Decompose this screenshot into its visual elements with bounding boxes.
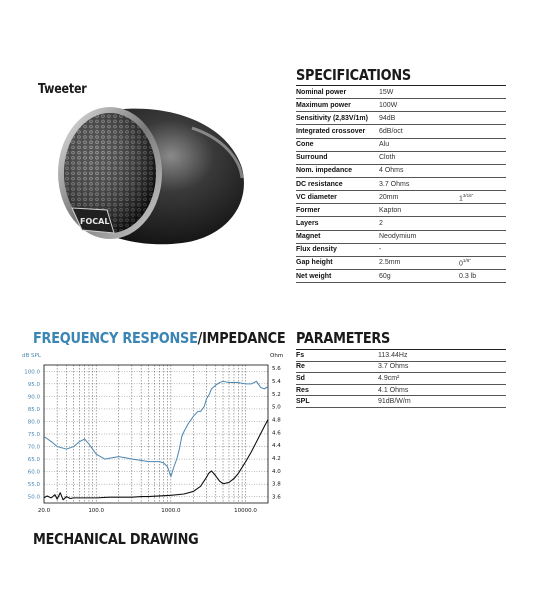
row-label: Fs: [296, 350, 378, 362]
x-tick-label: 20.0: [37, 508, 51, 514]
row-label: Layers: [296, 217, 379, 230]
row-value: 3.7 Ohms: [378, 361, 506, 373]
row-value: 113.44Hz: [378, 350, 506, 362]
y-left-tick-label: 65.0: [27, 457, 40, 464]
row-value: 3.7 Ohms: [379, 177, 459, 190]
row-value-imperial: [459, 125, 506, 138]
row-value: 94dB: [379, 112, 459, 125]
row-label: Flux density: [296, 243, 379, 256]
table-row: [296, 164, 506, 177]
table-row: [296, 99, 506, 112]
y-left-tick-label: 75.0: [27, 432, 40, 438]
row-label: DC resistance: [296, 177, 379, 190]
heading-separator: /: [197, 329, 203, 347]
row-value-imperial: [459, 99, 506, 112]
row-value-imperial: [459, 217, 506, 230]
table-row: [296, 243, 506, 256]
row-value-imperial: [459, 177, 506, 190]
row-value: 4.9cm²: [378, 373, 506, 385]
table-row: [296, 86, 506, 99]
y-right-tick-label: 5.2: [272, 391, 281, 398]
row-label: Former: [296, 204, 379, 217]
y-left-axis-label: dB SPL: [22, 353, 41, 359]
table-row: [296, 112, 506, 125]
row-value: 4.1 Ohms: [378, 384, 506, 396]
y-left-tick-label: 100.0: [24, 369, 40, 376]
row-label: Gap height: [296, 256, 379, 269]
row-value: 15W: [379, 86, 459, 99]
row-label: Surround: [296, 151, 379, 164]
y-right-tick-label: 3.8: [272, 481, 281, 488]
row-value-imperial: [459, 191, 506, 204]
x-tick-label: 10000.0: [234, 508, 257, 514]
row-value-imperial: [459, 204, 506, 217]
specifications-table: [296, 85, 506, 283]
y-right-tick-label: 5.0: [272, 404, 281, 411]
y-right-tick-label: 3.6: [272, 494, 281, 501]
frequency-response-label: FREQUENCY RESPONSE: [33, 329, 198, 347]
y-right-tick-label: 4.8: [272, 417, 281, 424]
parameters-table: [296, 349, 506, 408]
row-value-imperial: [459, 269, 506, 282]
y-right-tick-label: 4.2: [272, 456, 281, 463]
row-label: Sensitivity (2,83V/1m): [296, 112, 379, 125]
table-row: [296, 204, 506, 217]
row-value: Kapton: [379, 204, 459, 217]
spl-series-line: [44, 381, 268, 476]
imperial-value: 0: [459, 260, 463, 268]
table-row: [296, 350, 506, 362]
table-row: [296, 373, 506, 385]
imperial-value: 0.3 lb: [459, 272, 477, 280]
table-row: [296, 230, 506, 243]
tweeter-product-image: [52, 98, 252, 248]
table-row: [296, 138, 506, 151]
focal-logo-text: FOCAL: [80, 217, 110, 226]
table-row: [296, 361, 506, 373]
table-row: [296, 177, 506, 190]
row-label: Magnet: [296, 230, 379, 243]
row-value: 100W: [379, 99, 459, 112]
x-tick-label: 1000.0: [161, 508, 181, 514]
impedance-series-line: [44, 420, 268, 500]
row-value-imperial: [459, 230, 506, 243]
mechanical-drawing-heading: MECHANICAL DRAWING: [33, 530, 199, 548]
table-row: [296, 125, 506, 138]
y-right-axis-label: Ohm: [270, 353, 284, 359]
row-label: SPL: [296, 396, 378, 408]
table-row: [296, 151, 506, 164]
row-value: Neodymium: [379, 230, 459, 243]
y-left-tick-label: 85.0: [27, 406, 40, 413]
x-tick-label: 100.0: [88, 508, 105, 514]
row-value: Alu: [379, 138, 459, 151]
row-label: Nom. impedance: [296, 164, 379, 177]
table-row: [296, 269, 506, 282]
row-value: 6dB/oct: [379, 125, 459, 138]
y-left-tick-label: 80.0: [27, 419, 40, 426]
row-value-imperial: [459, 138, 506, 151]
row-label: Maximum power: [296, 99, 379, 112]
y-right-tick-label: 4.6: [272, 430, 281, 437]
table-row: [296, 256, 506, 269]
y-left-tick-label: 60.0: [27, 469, 40, 476]
y-left-tick-label: 90.0: [27, 394, 40, 401]
row-value-imperial: [459, 86, 506, 99]
row-value: 2: [379, 217, 459, 230]
row-value: -: [379, 243, 459, 256]
y-left-tick-label: 95.0: [27, 381, 40, 388]
row-value: 2.5mm: [379, 256, 459, 269]
specifications-heading: SPECIFICATIONS: [296, 66, 411, 84]
y-left-tick-label: 50.0: [27, 494, 40, 501]
table-row: [296, 217, 506, 230]
row-value-imperial: [459, 243, 506, 256]
row-label: Res: [296, 384, 378, 396]
row-value: Cloth: [379, 151, 459, 164]
parameters-heading: PARAMETERS: [296, 329, 391, 347]
imperial-fraction: 1/8": [462, 258, 471, 264]
imperial-fraction: 3/16": [462, 192, 474, 198]
y-right-tick-label: 4.4: [272, 443, 281, 450]
row-label: Net weight: [296, 269, 379, 282]
row-label: Nominal power: [296, 86, 379, 99]
y-right-tick-label: 5.6: [272, 366, 281, 373]
row-value-imperial: [459, 164, 506, 177]
frequency-response-chart: [0, 345, 290, 520]
product-title: Tweeter: [38, 82, 87, 97]
row-value: 60g: [379, 269, 459, 282]
y-right-tick-label: 4.0: [272, 468, 281, 475]
row-value: 4 Ohms: [379, 164, 459, 177]
row-value-imperial: [459, 151, 506, 164]
row-label: VC diameter: [296, 191, 379, 204]
impedance-label: IMPEDANCE: [202, 329, 286, 347]
row-label: Integrated crossover: [296, 125, 379, 138]
row-value-imperial: [459, 112, 506, 125]
row-value-imperial: [459, 256, 506, 269]
row-value: 91dB/W/m: [378, 396, 506, 408]
row-label: Re: [296, 361, 378, 373]
table-row: [296, 191, 506, 204]
table-row: [296, 384, 506, 396]
imperial-value: 1: [459, 194, 463, 202]
table-row: [296, 396, 506, 408]
row-value: 20mm: [379, 191, 459, 204]
row-label: Cone: [296, 138, 379, 151]
y-left-tick-label: 55.0: [27, 482, 40, 489]
y-left-tick-label: 70.0: [27, 444, 40, 451]
row-label: Sd: [296, 373, 378, 385]
y-right-tick-label: 5.4: [272, 379, 281, 386]
